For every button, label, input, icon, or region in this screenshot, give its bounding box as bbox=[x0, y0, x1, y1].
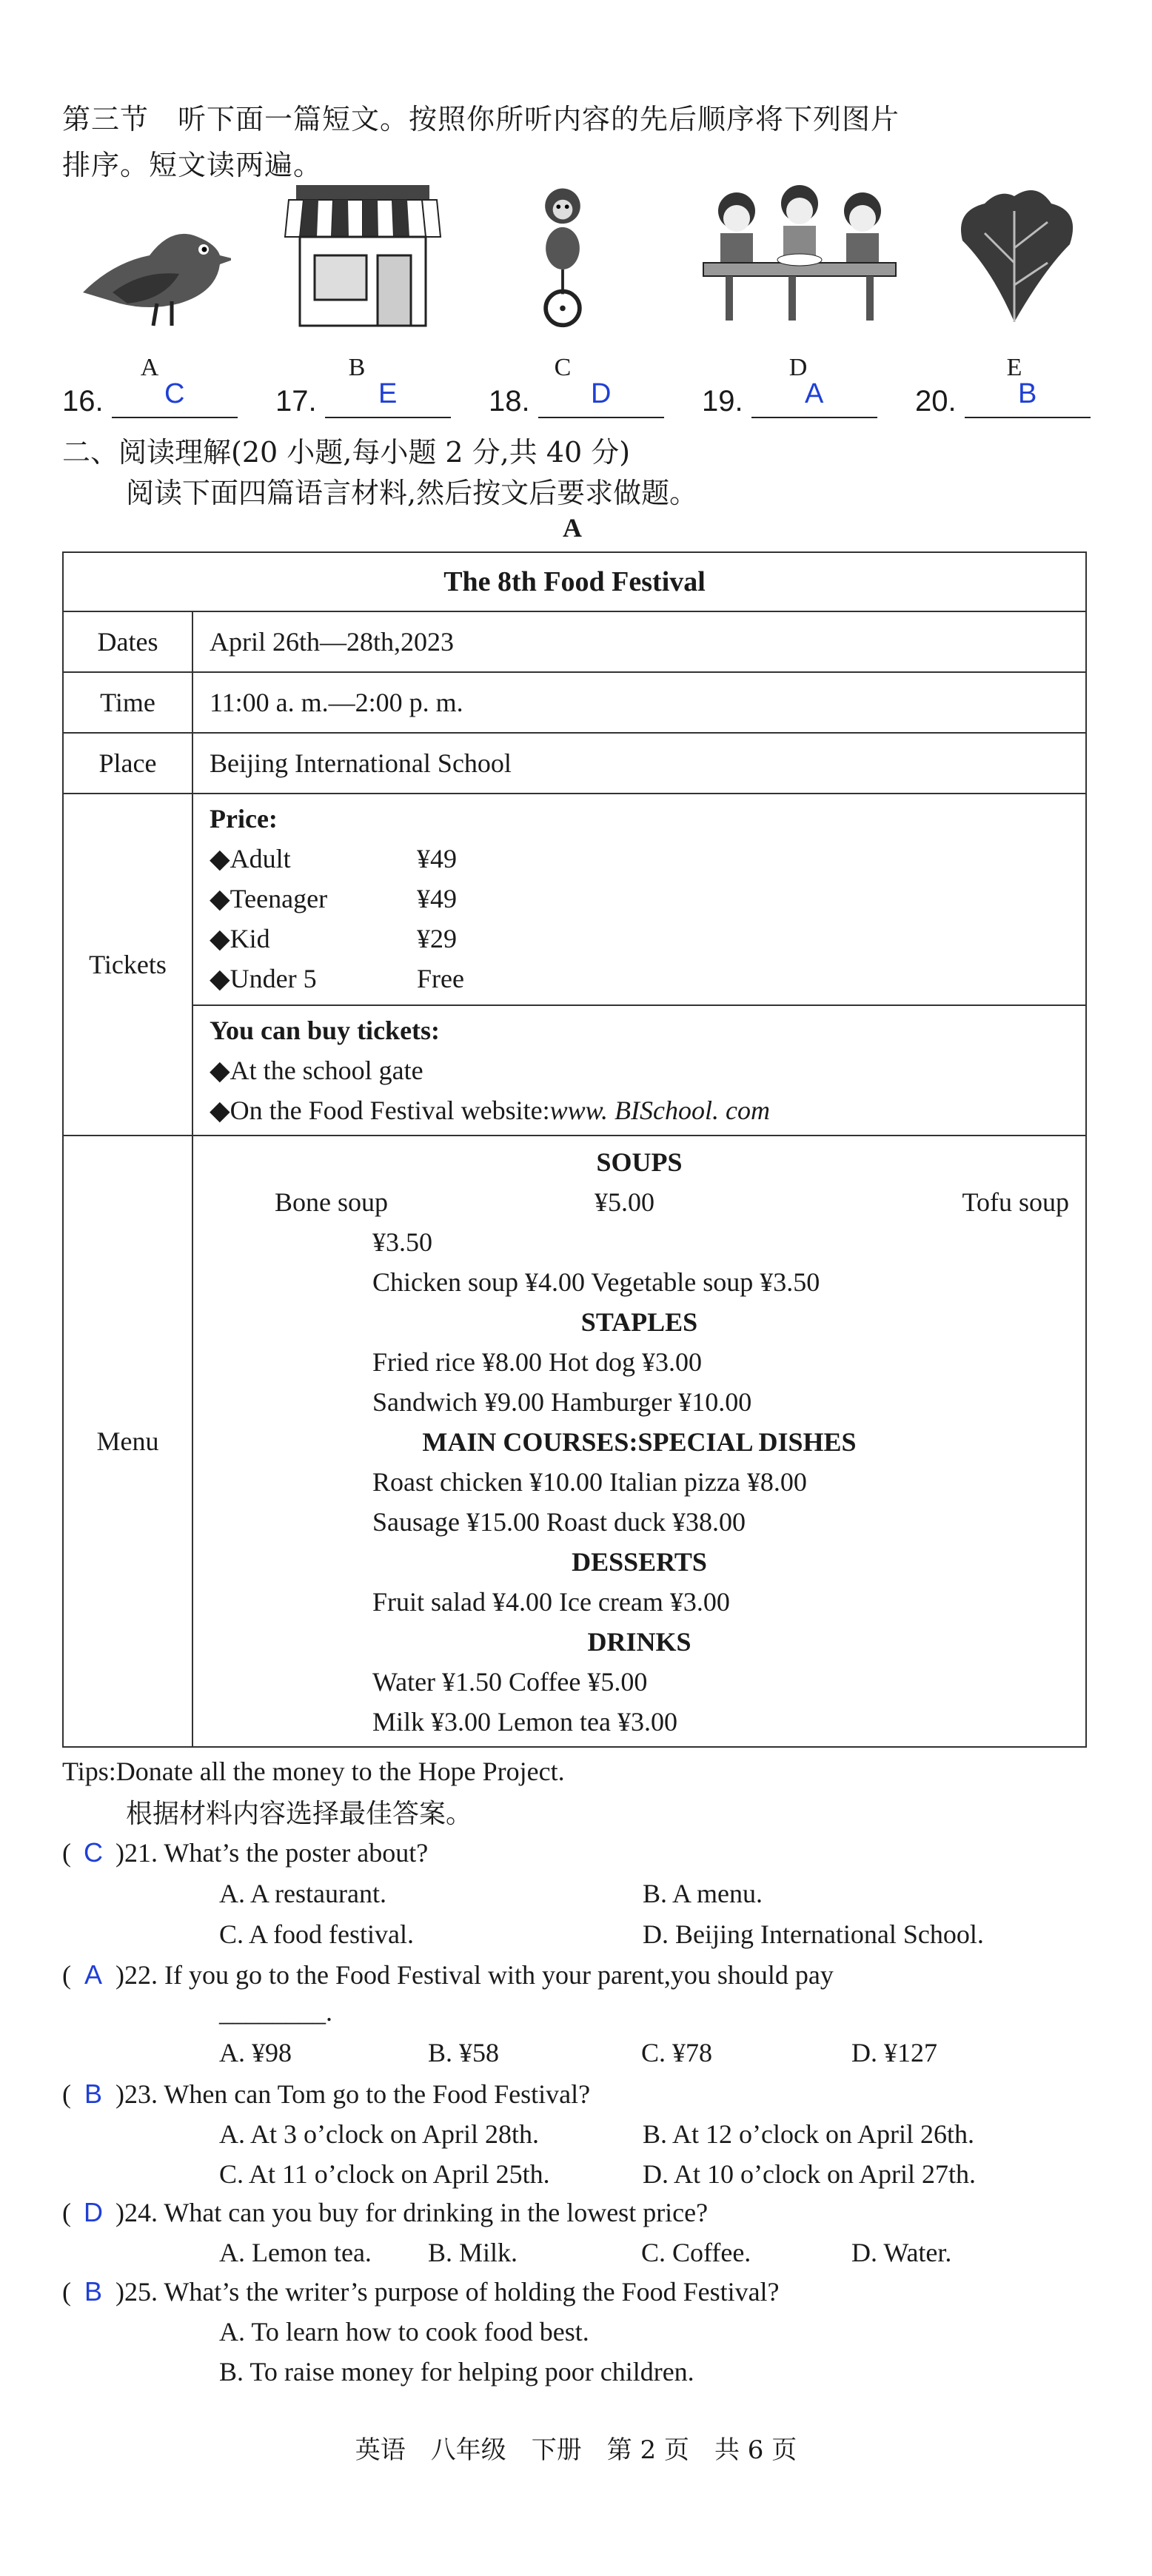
option-b[interactable]: B. ¥58 bbox=[428, 2038, 500, 2067]
part2-heading: 二、阅读理解(20 小题,每小题 2 分,共 40 分) bbox=[62, 436, 631, 469]
option-c[interactable]: C. Coffee. bbox=[641, 2238, 751, 2267]
price-row: ◆Under 5 Free bbox=[210, 964, 464, 993]
answer-16: 16. C bbox=[62, 381, 238, 418]
place-value: Beijing International School bbox=[192, 733, 1086, 794]
option-d[interactable]: D. Water. bbox=[851, 2238, 952, 2267]
menu-staples-2: Sandwich ¥9.00 Hamburger ¥10.00 bbox=[372, 1387, 752, 1417]
page-footer: 英语 八年级 下册 第 2 页 共 6 页 bbox=[355, 2435, 797, 2465]
vegetable-icon bbox=[940, 181, 1088, 329]
answer-18: 18. D bbox=[489, 381, 664, 418]
option-a[interactable]: A. ¥98 bbox=[219, 2038, 292, 2067]
menu-drinks-2: Milk ¥3.00 Lemon tea ¥3.00 bbox=[372, 1707, 677, 1737]
answer-25[interactable]: B bbox=[84, 2276, 102, 2307]
question-25: ( B )25. What’s the writer’s purpose of holding the Food Festival? bbox=[62, 2276, 780, 2307]
answer-blank[interactable]: D bbox=[538, 381, 664, 418]
tickets-label: Tickets bbox=[63, 794, 192, 1136]
price-row: ◆Kid ¥29 bbox=[210, 924, 457, 953]
section3-line2: 排序。短文读两遍。 bbox=[62, 149, 323, 181]
menu-staples-1: Fried rice ¥8.00 Hot dog ¥3.00 bbox=[372, 1347, 702, 1377]
question-22-blank: ________. bbox=[219, 1997, 332, 2027]
menu-label: Menu bbox=[63, 1136, 192, 1747]
answer-23[interactable]: B bbox=[84, 2079, 102, 2109]
website-link[interactable]: www. BISchool. com bbox=[549, 1096, 770, 1125]
picture-label-d: D bbox=[788, 354, 808, 381]
drinks-heading: DRINKS bbox=[587, 1627, 691, 1657]
family-dinner-icon bbox=[700, 181, 900, 329]
buy-option-gate: ◆At the school gate bbox=[210, 1056, 423, 1085]
option-d[interactable]: D. At 10 o’clock on April 27th. bbox=[643, 2159, 976, 2189]
menu-soup-line2: Chicken soup ¥4.00 Vegetable soup ¥3.50 bbox=[372, 1267, 820, 1297]
option-d[interactable]: D. ¥127 bbox=[851, 2038, 937, 2067]
menu-desserts-1: Fruit salad ¥4.00 Ice cream ¥3.00 bbox=[372, 1587, 730, 1617]
option-b[interactable]: B. To raise money for helping poor children. bbox=[219, 2357, 694, 2387]
menu-cell bbox=[192, 1136, 1086, 1747]
picture-label-a: A bbox=[140, 354, 159, 381]
menu-drinks-1: Water ¥1.50 Coffee ¥5.00 bbox=[372, 1667, 648, 1697]
menu-main-2: Sausage ¥15.00 Roast duck ¥38.00 bbox=[372, 1507, 746, 1537]
question-23: ( B )23. When can Tom go to the Food Festival? bbox=[62, 2079, 591, 2109]
bird-icon bbox=[68, 181, 231, 329]
answer-21[interactable]: C bbox=[84, 1837, 103, 1868]
picture-label-e: E bbox=[1006, 354, 1022, 381]
option-c[interactable]: C. A food festival. bbox=[219, 1919, 414, 1949]
answer-19: 19. A bbox=[702, 381, 877, 418]
price-title: Price: bbox=[210, 804, 278, 833]
price-cell bbox=[192, 794, 1086, 1005]
option-a[interactable]: A. Lemon tea. bbox=[219, 2238, 372, 2267]
buy-option-website: ◆On the Food Festival website:www. BISchool. com bbox=[210, 1096, 770, 1125]
answer-blank[interactable]: A bbox=[751, 381, 877, 418]
festival-table bbox=[62, 551, 1087, 1748]
answer-blank[interactable]: B bbox=[965, 381, 1091, 418]
answer-22[interactable]: A bbox=[84, 1959, 102, 1990]
soups-heading: SOUPS bbox=[596, 1147, 683, 1177]
option-a[interactable]: A. A restaurant. bbox=[219, 1879, 386, 1908]
part2-intro: 阅读下面四篇语言材料,然后按文后要求做题。 bbox=[126, 477, 698, 509]
buy-tickets-cell bbox=[192, 1005, 1086, 1136]
dates-label: Dates bbox=[63, 611, 192, 672]
option-b[interactable]: B. A menu. bbox=[643, 1879, 763, 1908]
option-a[interactable]: A. To learn how to cook food best. bbox=[219, 2317, 589, 2347]
option-b[interactable]: B. Milk. bbox=[428, 2238, 518, 2267]
price-row: ◆Adult ¥49 bbox=[210, 844, 457, 873]
answer-17: 17. E bbox=[275, 381, 451, 418]
option-c[interactable]: C. At 11 o’clock on April 25th. bbox=[219, 2159, 550, 2189]
main-courses-heading: MAIN COURSES:SPECIAL DISHES bbox=[422, 1427, 857, 1457]
place-label: Place bbox=[63, 733, 192, 794]
tips: Tips:Donate all the money to the Hope Project. bbox=[62, 1757, 565, 1786]
section3-line1: 第三节 听下面一篇短文。按照你所听内容的先后顺序将下列图片 bbox=[62, 103, 900, 135]
buy-title: You can buy tickets: bbox=[210, 1016, 441, 1045]
question-21: ( C )21. What’s the poster about? bbox=[62, 1837, 429, 1868]
answer-blank[interactable]: C bbox=[112, 381, 238, 418]
time-label: Time bbox=[63, 672, 192, 733]
festival-title: The 8th Food Festival bbox=[63, 552, 1086, 611]
desserts-heading: DESSERTS bbox=[572, 1547, 707, 1577]
passage-letter: A bbox=[563, 513, 582, 543]
menu-main-1: Roast chicken ¥10.00 Italian pizza ¥8.00 bbox=[372, 1467, 807, 1497]
dates-value: April 26th—28th,2023 bbox=[192, 611, 1086, 672]
answer-24[interactable]: D bbox=[84, 2197, 103, 2227]
picture-label-c: C bbox=[554, 354, 572, 381]
shop-icon bbox=[281, 181, 444, 329]
option-a[interactable]: A. At 3 o’clock on April 28th. bbox=[219, 2119, 539, 2149]
answer-20: 20. B bbox=[915, 381, 1091, 418]
monkey-unicycle-icon bbox=[518, 181, 607, 329]
picture-label-b: B bbox=[348, 354, 366, 381]
option-b[interactable]: B. At 12 o’clock on April 26th. bbox=[643, 2119, 974, 2149]
option-d[interactable]: D. Beijing International School. bbox=[643, 1919, 984, 1949]
option-c[interactable]: C. ¥78 bbox=[641, 2038, 713, 2067]
menu-soup-row: Bone soup ¥5.00 Tofu soup bbox=[275, 1187, 1069, 1217]
question-22: ( A )22. If you go to the Food Festival with your parent,you should pay bbox=[62, 1959, 834, 1990]
section3-instruction bbox=[62, 96, 1099, 188]
staples-heading: STAPLES bbox=[580, 1307, 698, 1337]
time-value: 11:00 a. m.—2:00 p. m. bbox=[192, 672, 1086, 733]
answer-blank[interactable]: E bbox=[325, 381, 451, 418]
price-row: ◆Teenager ¥49 bbox=[210, 884, 457, 913]
menu-tofu-price: ¥3.50 bbox=[372, 1227, 432, 1257]
question-instruction: 根据材料内容选择最佳答案。 bbox=[126, 1799, 473, 1829]
question-24: ( D )24. What can you buy for drinking in the lowest price? bbox=[62, 2197, 709, 2227]
